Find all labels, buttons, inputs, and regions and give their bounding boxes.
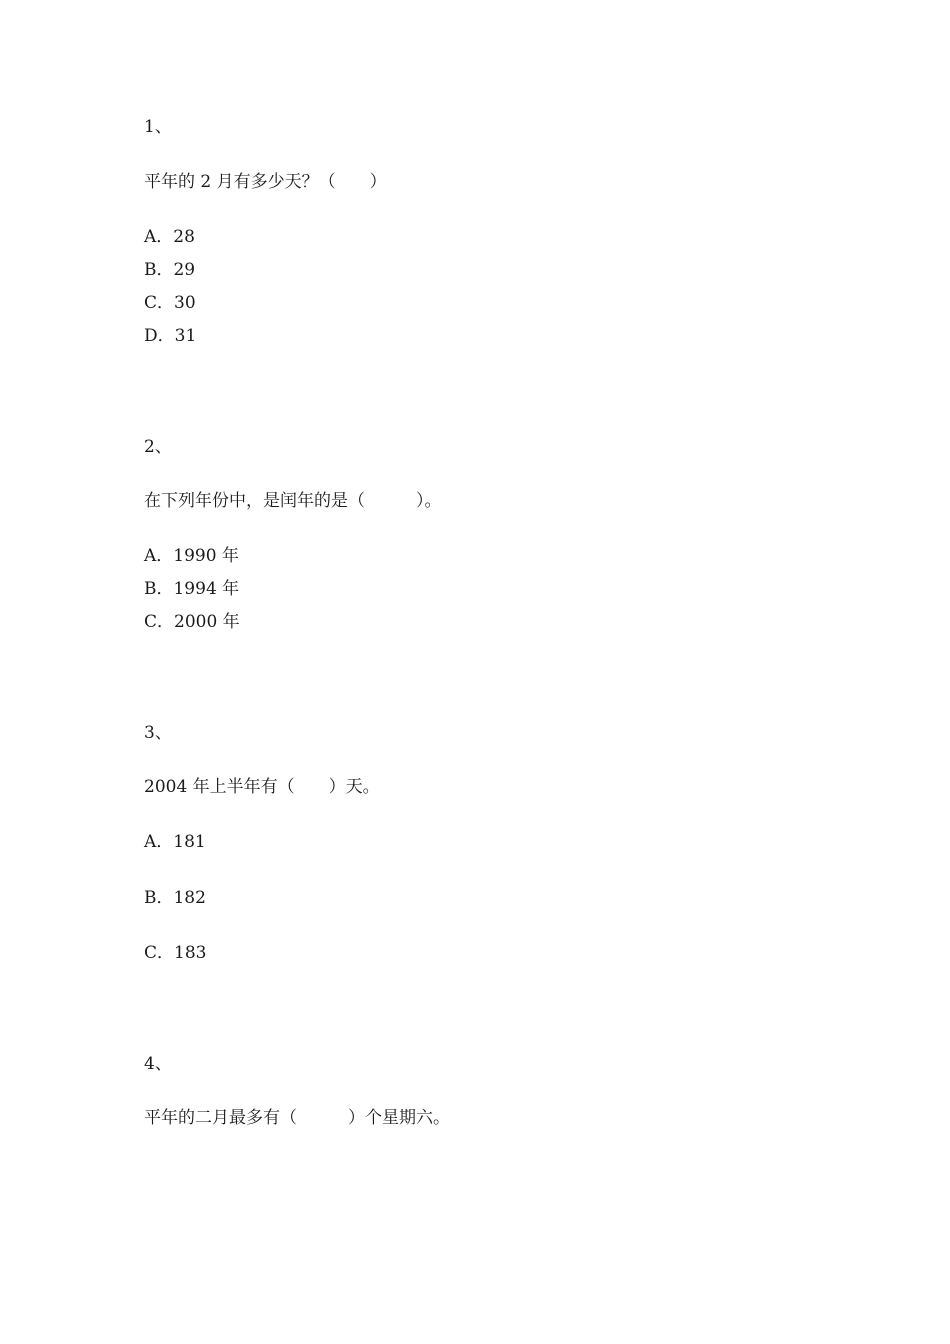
question-3-option-c: C．183 [144,943,207,963]
question-4-stem: 平年的二月最多有（ ）个星期六。 [144,1108,450,1128]
question-1-option-b: B．29 [144,260,196,280]
question-3-stem: 2004 年上半年有（ ）天。 [144,777,380,797]
question-2-option-c: C．2000 年 [144,612,240,632]
question-2-option-b: B．1994 年 [144,579,240,599]
question-1-option-c: C．30 [144,293,196,313]
question-4-number: 4、 [144,1054,172,1074]
question-2-number: 2、 [144,437,172,457]
question-3-number: 3、 [144,723,172,743]
question-2-option-a: A．1990 年 [144,546,239,566]
question-3-option-b: B．182 [144,888,206,908]
question-2-stem: 在下列年份中，是闰年的是（ ）。 [144,491,442,511]
question-1-stem: 平年的 2 月有多少天？（ ） [144,172,387,192]
question-1-option-a: A．28 [144,227,195,247]
question-1-option-d: D．31 [144,326,197,346]
question-3-option-a: A．181 [144,832,206,852]
question-1-number: 1、 [144,117,172,137]
